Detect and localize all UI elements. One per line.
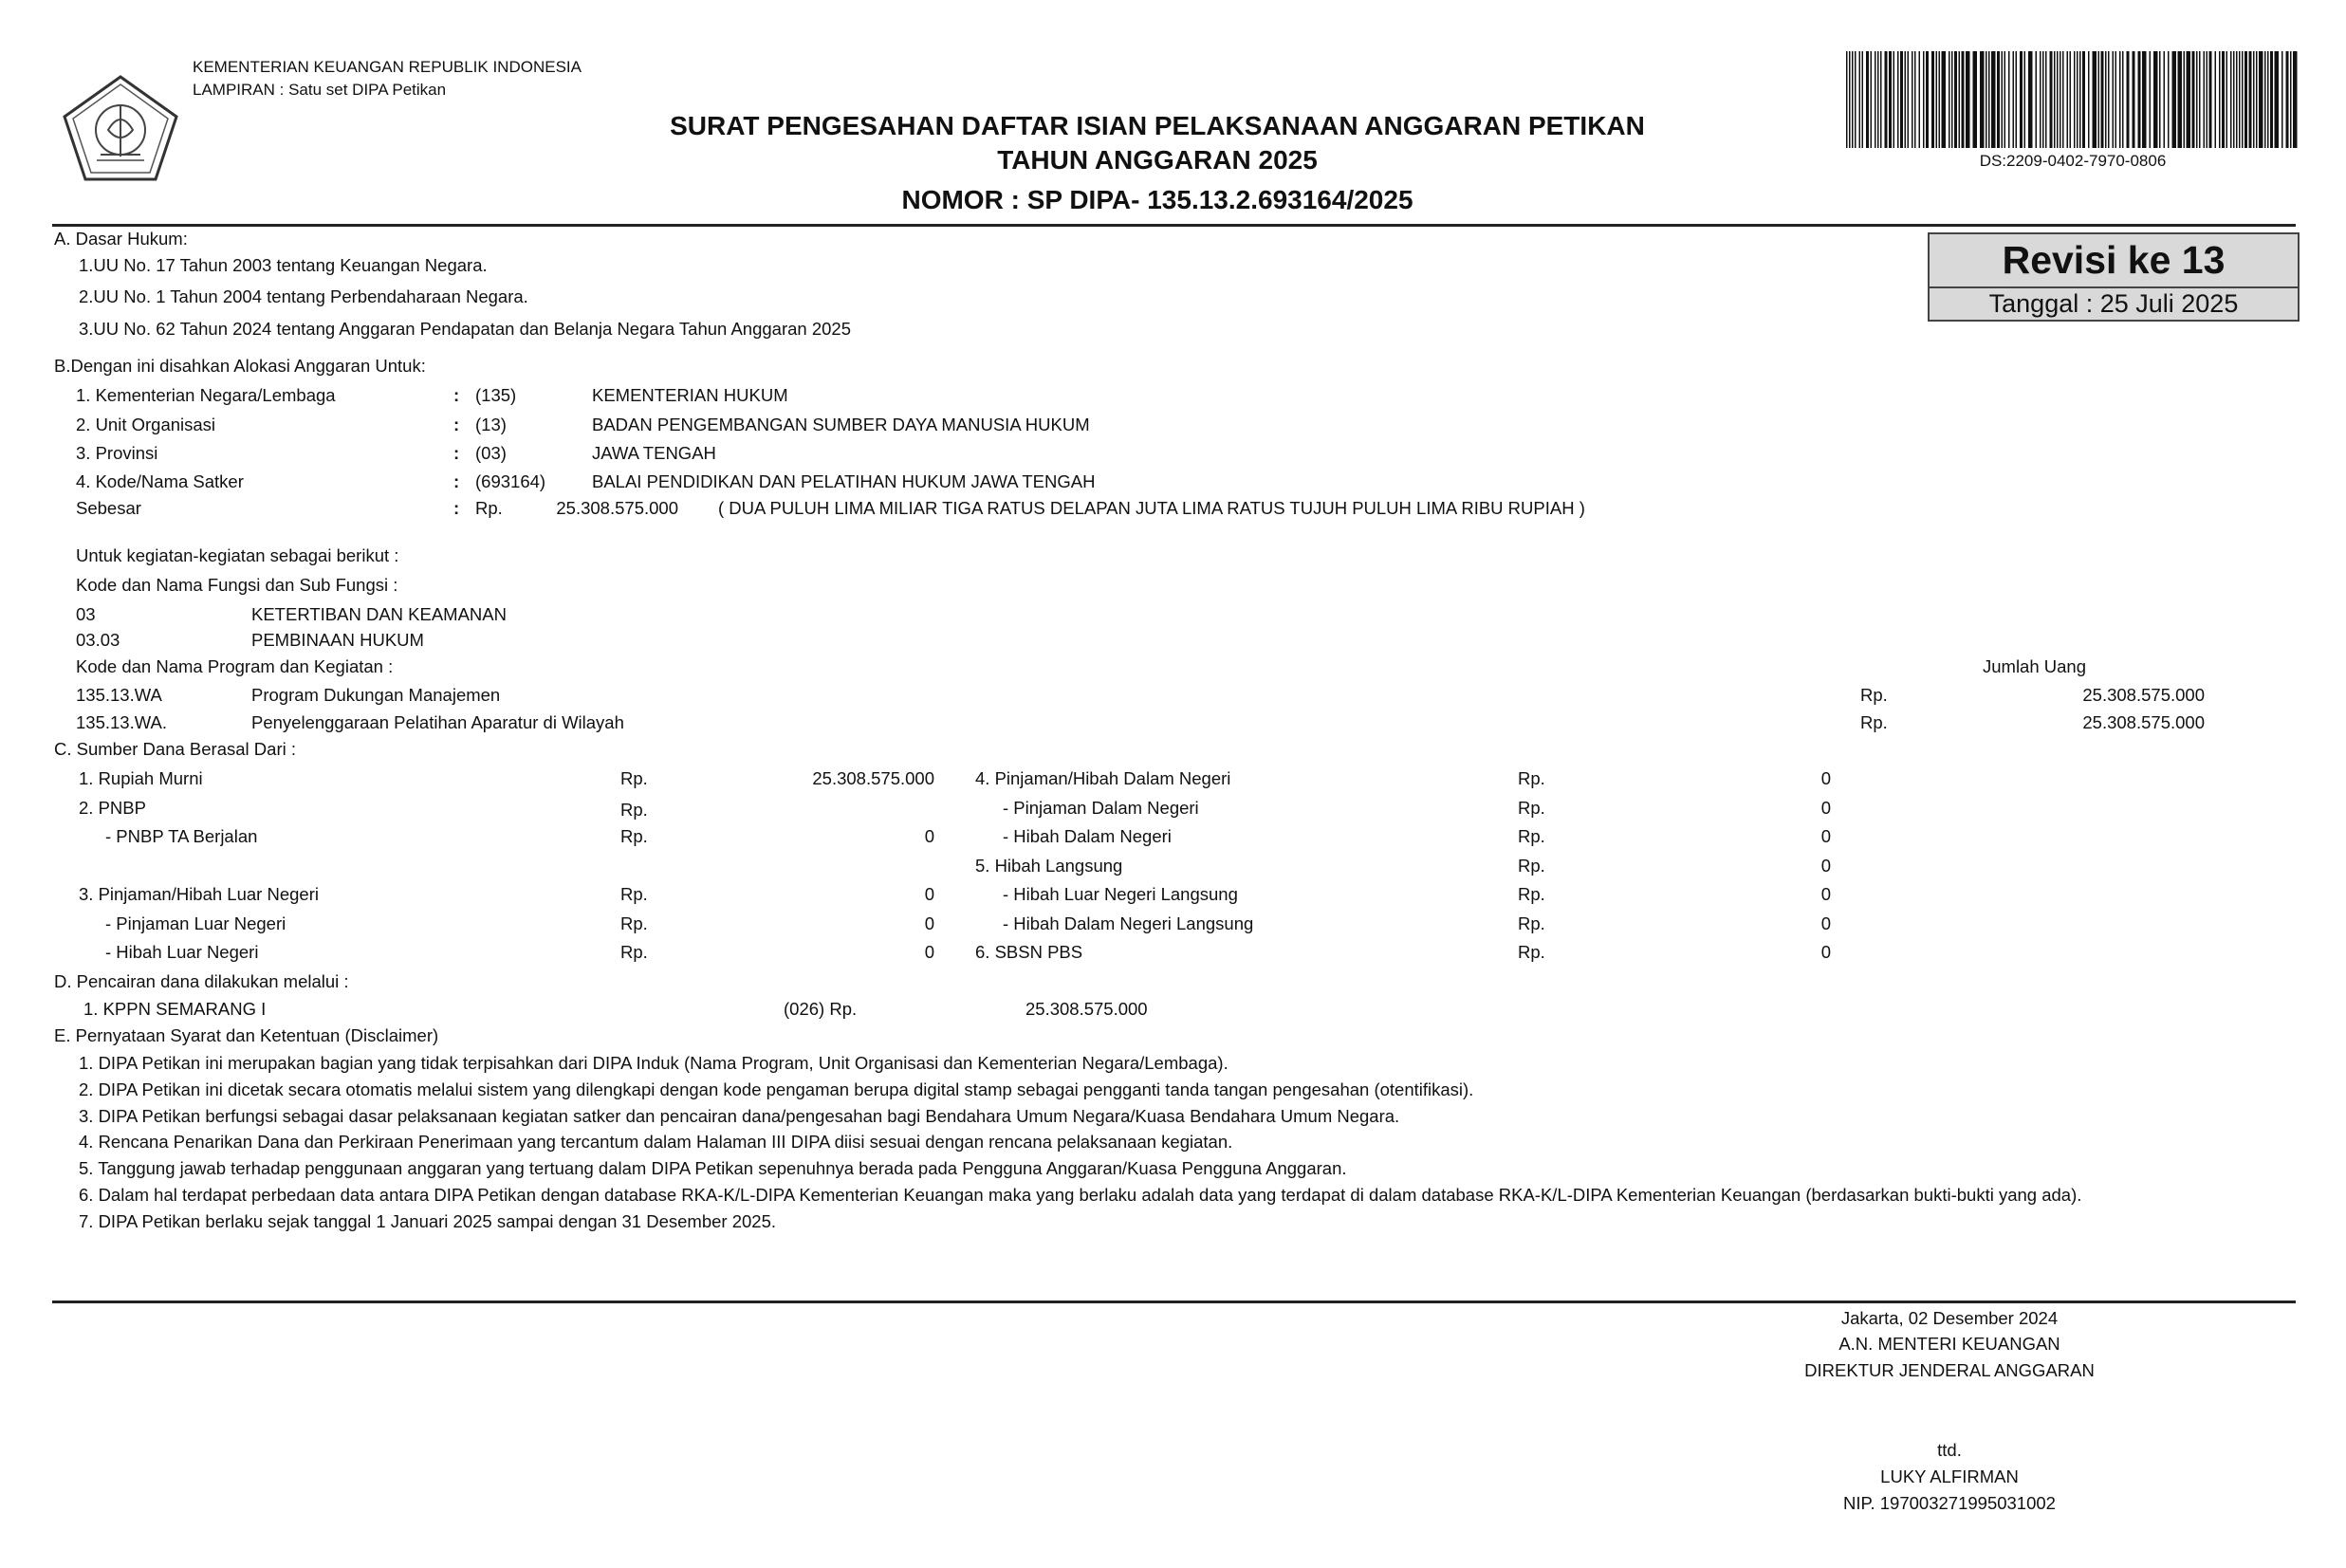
- ministry-name: KEMENTERIAN KEUANGAN REPUBLIK INDONESIA: [193, 58, 582, 76]
- disclaimer-item: 3. DIPA Petikan berfungsi sebagai dasar pelaksanaan kegiatan satker dan pencairan dana/pengesahan bagi Bendahara Umum Negara/Kuasa Bendahara Umum Negara.: [79, 1106, 1400, 1126]
- program-code: 135.13.WA.: [76, 712, 167, 732]
- fund-source-label: - Hibah Dalam Negeri Langsung: [1003, 913, 1254, 933]
- fund-source-amount: 0: [1820, 826, 1831, 846]
- fund-source-amount: 0: [924, 942, 934, 962]
- document-title: SURAT PENGESAHAN DAFTAR ISIAN PELAKSANAAN ANGGARAN PETIKAN: [670, 111, 1645, 140]
- barcode-icon: [1846, 51, 2300, 148]
- kppn-name: 1. KPPN SEMARANG I: [83, 999, 267, 1019]
- allocation-colon: :: [453, 443, 460, 463]
- fund-source-label: - Pinjaman Dalam Negeri: [1003, 798, 1199, 818]
- fund-source-label: - Hibah Dalam Negeri: [1003, 826, 1172, 846]
- fund-source-label: - Hibah Luar Negeri Langsung: [1003, 884, 1238, 904]
- amount-colon: :: [453, 498, 460, 518]
- legal-basis-item: 1.UU No. 17 Tahun 2003 tentang Keuangan Negara.: [79, 255, 488, 275]
- fund-source-amount: 25.308.575.000: [812, 768, 934, 788]
- fund-source-amount: 0: [1820, 856, 1831, 876]
- attachment-note: LAMPIRAN : Satu set DIPA Petikan: [193, 81, 447, 99]
- allocation-colon: :: [453, 415, 460, 434]
- legal-basis-item: 2.UU No. 1 Tahun 2004 tentang Perbendaharaan Negara.: [79, 286, 528, 306]
- document-year: TAHUN ANGGARAN 2025: [997, 145, 1318, 175]
- document-number: NOMOR : SP DIPA- 135.13.2.693164/2025: [901, 185, 1413, 214]
- program-amount: 25.308.575.000: [2082, 685, 2205, 705]
- fund-source-currency: Rp.: [620, 826, 648, 846]
- section-c-heading: C. Sumber Dana Berasal Dari :: [54, 739, 296, 759]
- fund-source-label: - PNBP TA Berjalan: [105, 826, 258, 846]
- program-amount: 25.308.575.000: [2082, 712, 2205, 732]
- allocation-code: (13): [475, 415, 507, 434]
- fund-source-label: - Hibah Luar Negeri: [105, 942, 259, 962]
- function-code: 03.03: [76, 630, 120, 650]
- allocation-name: JAWA TENGAH: [592, 443, 716, 463]
- disclaimer-item: 6. Dalam hal terdapat perbedaan data antara DIPA Petikan dengan database RKA-K/L-DIPA Kementerian Keuangan maka yang berlaku adalah data yang terdapat di dalam database RKA-K/L-DIPA Kementerian Keuangan (berdasarkan bukti-bukti yang ada).: [79, 1185, 2082, 1205]
- fund-source-label: - Pinjaman Luar Negeri: [105, 913, 286, 933]
- fund-source-currency: Rp.: [1518, 913, 1545, 933]
- program-name: Penyelenggaraan Pelatihan Aparatur di Wilayah: [251, 712, 624, 732]
- fund-source-label: 2. PNBP: [79, 798, 146, 818]
- allocation-colon: :: [453, 471, 460, 491]
- program-name: Program Dukungan Manajemen: [251, 685, 501, 705]
- fund-source-label: 5. Hibah Langsung: [975, 856, 1123, 876]
- fund-source-amount: 0: [924, 826, 934, 846]
- revision-number: Revisi ke 13: [1930, 234, 2298, 288]
- function-heading: Kode dan Nama Fungsi dan Sub Fungsi :: [76, 575, 398, 595]
- allocation-code: (03): [475, 443, 507, 463]
- amount-currency: Rp.: [475, 498, 503, 518]
- fund-source-currency: Rp.: [1518, 884, 1545, 904]
- fund-source-currency: Rp.: [620, 942, 648, 962]
- allocation-colon: :: [453, 385, 460, 405]
- disclaimer-item: 1. DIPA Petikan ini merupakan bagian yang tidak terpisahkan dari DIPA Induk (Nama Program, Unit Organisasi dan Kementerian Negara/Lembaga).: [79, 1053, 1228, 1073]
- activities-intro: Untuk kegiatan-kegiatan sebagai berikut :: [76, 545, 399, 565]
- legal-basis-item: 3.UU No. 62 Tahun 2024 tentang Anggaran Pendapatan dan Belanja Negara Tahun Anggaran 2025: [79, 319, 851, 339]
- fund-source-currency: Rp.: [620, 800, 648, 820]
- function-code: 03: [76, 604, 96, 624]
- revision-box: [1928, 232, 2300, 322]
- signature-place-date: Jakarta, 02 Desember 2024: [1840, 1308, 2059, 1328]
- program-currency: Rp.: [1860, 712, 1888, 732]
- ministry-emblem-icon: [59, 71, 182, 185]
- fund-source-currency: Rp.: [1518, 942, 1545, 962]
- program-currency: Rp.: [1860, 685, 1888, 705]
- section-a-heading: A. Dasar Hukum:: [54, 229, 188, 249]
- disclaimer-item: 2. DIPA Petikan ini dicetak secara otomatis melalui sistem yang dilengkapi dengan kode pengaman berupa digital stamp sebagai pengganti tanda tangan pengesahan (otentifikasi).: [79, 1079, 1474, 1099]
- allocation-name: KEMENTERIAN HUKUM: [592, 385, 788, 405]
- fund-source-amount: 0: [1820, 768, 1831, 788]
- disclaimer-item: 7. DIPA Petikan berlaku sejak tanggal 1 Januari 2025 sampai dengan 31 Desember 2025.: [79, 1211, 776, 1231]
- fund-source-currency: Rp.: [1518, 826, 1545, 846]
- fund-source-currency: Rp.: [620, 913, 648, 933]
- fund-source-amount: 0: [924, 884, 934, 904]
- fund-source-amount: 0: [924, 913, 934, 933]
- fund-source-amount: 0: [1820, 884, 1831, 904]
- fund-source-label: 1. Rupiah Murni: [79, 768, 203, 788]
- amount-in-words: ( DUA PULUH LIMA MILIAR TIGA RATUS DELAPAN JUTA LIMA RATUS TUJUH PULUH LIMA RIBU RUPIAH ): [718, 498, 1585, 518]
- fund-source-currency: Rp.: [1518, 768, 1545, 788]
- amount-value: 25.308.575.000: [556, 498, 678, 518]
- program-heading: Kode dan Nama Program dan Kegiatan :: [76, 656, 394, 676]
- section-e-heading: E. Pernyataan Syarat dan Ketentuan (Disclaimer): [54, 1025, 439, 1045]
- kppn-amount: 25.308.575.000: [1025, 999, 1148, 1019]
- amount-column-heading: Jumlah Uang: [1983, 656, 2087, 676]
- fund-source-amount: 0: [1820, 942, 1831, 962]
- digital-stamp-code: DS:2209-0402-7970-0806: [1979, 152, 2167, 170]
- signature-mark: ttd.: [1937, 1440, 1962, 1460]
- kppn-code: (026) Rp.: [784, 999, 858, 1019]
- function-name: PEMBINAAN HUKUM: [251, 630, 424, 650]
- allocation-code: (693164): [475, 471, 546, 491]
- fund-source-label: 6. SBSN PBS: [975, 942, 1083, 962]
- fund-source-currency: Rp.: [620, 768, 648, 788]
- fund-source-label: 4. Pinjaman/Hibah Dalam Negeri: [975, 768, 1231, 788]
- allocation-name: BADAN PENGEMBANGAN SUMBER DAYA MANUSIA HUKUM: [592, 415, 1090, 434]
- section-d-heading: D. Pencairan dana dilakukan melalui :: [54, 971, 349, 991]
- amount-label: Sebesar: [76, 498, 141, 518]
- disclaimer-item: 5. Tanggung jawab terhadap penggunaan anggaran yang tertuang dalam DIPA Petikan sepenuhnya berada pada Pengguna Anggaran/Kuasa Pengguna Anggaran.: [79, 1158, 1347, 1178]
- signatory-nip: NIP. 197003271995031002: [1843, 1493, 2056, 1513]
- revision-date: Tanggal : 25 Juli 2025: [1988, 289, 2239, 318]
- fund-source-label: 3. Pinjaman/Hibah Luar Negeri: [79, 884, 319, 904]
- fund-source-currency: Rp.: [1518, 856, 1545, 876]
- function-name: KETERTIBAN DAN KEAMANAN: [251, 604, 507, 624]
- signature-on-behalf: A.N. MENTERI KEUANGAN: [1838, 1334, 2060, 1354]
- disclaimer-item: 4. Rencana Penarikan Dana dan Perkiraan Penerimaan yang tercantum dalam Halaman III DIPA diisi sesuai dengan rencana pelaksanaan kegiatan.: [79, 1132, 1233, 1152]
- fund-source-amount: 0: [1820, 913, 1831, 933]
- fund-source-amount: 0: [1820, 798, 1831, 818]
- signatory-name: LUKY ALFIRMAN: [1880, 1467, 2019, 1486]
- footer-divider: [52, 1301, 2296, 1303]
- signature-position: DIREKTUR JENDERAL ANGGARAN: [1804, 1360, 2095, 1380]
- allocation-code: (135): [475, 385, 517, 405]
- program-code: 135.13.WA: [76, 685, 162, 705]
- allocation-label: 2. Unit Organisasi: [76, 415, 216, 434]
- section-b-heading: B.Dengan ini disahkan Alokasi Anggaran Untuk:: [54, 356, 426, 376]
- fund-source-currency: Rp.: [620, 884, 648, 904]
- allocation-name: BALAI PENDIDIKAN DAN PELATIHAN HUKUM JAWA TENGAH: [592, 471, 1096, 491]
- allocation-label: 3. Provinsi: [76, 443, 158, 463]
- allocation-label: 1. Kementerian Negara/Lembaga: [76, 385, 336, 405]
- allocation-label: 4. Kode/Nama Satker: [76, 471, 244, 491]
- header-divider: [52, 224, 2296, 227]
- fund-source-currency: Rp.: [1518, 798, 1545, 818]
